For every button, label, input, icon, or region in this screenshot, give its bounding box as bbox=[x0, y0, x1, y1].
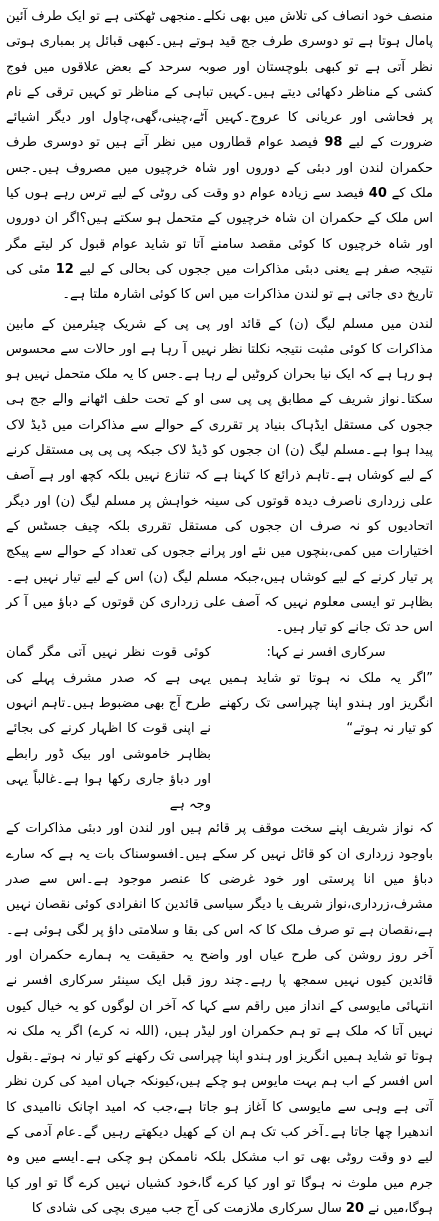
article-page bbox=[6, 4, 433, 1221]
figure-40: 40 bbox=[368, 186, 387, 202]
pull-quote-heading: سرکاری افسر نے کہا: bbox=[266, 645, 386, 661]
pull-quote bbox=[219, 640, 433, 741]
figure-20: 20 bbox=[345, 1200, 365, 1216]
paragraph-1-part-a: منصف خود انصاف کی تلاش میں بھی نکلے۔منجھی ٹھکتی ہے تو ایک طرف آئین پامال ہوتا ہے تو دوسری طرف جج قید ہوتے ہیں۔کبھی قبائل پر بمباری ہوتی نظر آتی ہے تو کبھی بلوچستان اور صوبہ سرحد کے بعض علاقوں میں فوج کشی کے مناظر دکھائی دیتے ہیں۔کہیں تباہی کے مناظر تو کہیں ترقی کے نام پر فحاشی اور عریانی کا عروج۔کہیں آٹے،چینی،گھی،چاول اور دیگر اشیائے ضرورت کے لیے bbox=[6, 9, 433, 151]
pull-quote-text: ”اگر یہ ملک نہ ہوتا تو شاید ہمیں انگریز اور ہندو اپنا چپراسی تک رکھنے کو تیار نہ ہوتے“ bbox=[219, 670, 433, 737]
paragraph-1-part-c: فیصد سے زیادہ عوام دو وقت کی روٹی کے لیے ترس رہے ہوں کیا اس ملک کے حکمران ان شاہ خرچیوں کے متحمل ہو سکتے ہیں؟اگر ان دوروں اور شاہ خرچیوں کا کوئی مقصد سامنے آتا تو شاید عوام قبول کر لیتے مگر نتیجہ صفر ہے یعنی دبئی مذاکرات میں ججوں کی بحالی کے لیے bbox=[6, 186, 433, 277]
figure-12: 12 bbox=[55, 261, 74, 277]
paragraph-2: لندن میں مسلم لیگ (ن) کے قائد اور پی پی کے شریک چیئرمین کے مابین مذاکرات کا کوئی مثبت نتیجہ نکلتا نظر نہیں آ رہا ہے اور حالات سے محسوس ہو رہا ہے کہ ایک نیا بحران کروٹیں لے رہا ہے۔جس کا یہ ملک متحمل نہیں ہو سکتا۔نواز شریف کے مطابق پی پی سی او کے تحت حلف اٹھانے والے جج ہی ججوں کی مستقل ایڈہاک بنیاد پر تقرری کے حوالے سے مذاکرات میں ڈیڈ لاک پیدا ہوا ہے۔مسلم لیگ (ن) ان ججوں کو ڈیڈ لاک جبکہ پی پی پی مستقل کرنے کے لیے کوشاں ہے۔تاہم ذرائع کا کہنا ہے کہ تنازع نہیں بلکہ کچھ اور ہے آصف علی زرداری ناصرف دیدہ قوتوں کی سینہ خواہش پر مسلم لیگ (ن) اور دیگر اتحادیوں کو نہ صرف ان ججوں کی مستقل تقرری بلکہ چیف جسٹس کے اختیارات میں کمی،بنچوں میں نئے اور پرانے ججوں کی تعداد کے حوالے سے پیکج پر تیار کرنے کے لیے کوشاں ہیں،جبکہ مسلم لیگ (ن) اس کے لیے تیار نہیں ہے۔بظاہر تو ایسی معلوم نہیں کہ آصف علی زرداری کن قوتوں کے دباؤ میں آ کر اس حد تک جانے کو تیار ہیں۔ bbox=[6, 316, 433, 636]
figure-98: 98 bbox=[324, 135, 343, 151]
pull-quote-area bbox=[6, 640, 433, 816]
paragraph-3 bbox=[6, 816, 433, 1221]
paragraph-1 bbox=[6, 4, 433, 308]
paragraph-3-text: کہ نواز شریف اپنے سخت موقف پر قائم ہیں اور لندن اور دبئی مذاکرات کے باوجود زرداری ان کو قائل نہیں کر سکے ہیں۔افسوسناک بات یہ ہے کہ سارے دباؤ میں انا پرستی اور خود غرضی کا عنصر موجود ہے۔اس سے صدر مشرف،زرداری،نواز شریف یا دیگر سیاسی قائدین کا انفرادی کوئی نقصان نہیں ہے،نقصان ہے تو صرف ملک کا کہ اس کی بقا و سلامتی داؤ پر لگی ہوئی ہے۔آخر روز روشن کی طرح عیاں اور واضح یہ حقیقت یہ ہمارے حکمران اور قائدین کیوں نہیں سمجھ پا رہے۔چند روز قبل ایک سینئر سرکاری افسر نے انتہائی مایوسی کے انداز میں راقم سے کہا کہ آخر ان لوگوں کو یہ خیال کیوں نہیں آتا کہ ملک ہے تو ہم حکمران اور لیڈر ہیں، (اللہ نہ کرے) اگر یہ ملک نہ ہوتا تو شاید ہمیں انگریز اور ہندو اپنا چپراسی تک رکھنے کو تیار نہ ہوتے۔بقول اس افسر کے اب ہم بہت مایوس ہو چکے ہیں،کیونکہ جہاں امید کی کرن نظر آتی ہے وہی سے مایوسی کا آغاز ہو جاتا ہے،جب کہ امید اچانک ناامیدی کا اندھیرا چھا جاتا ہے۔آخر کب تک ہم ان کے کھیل دیکھتے رہیں گے۔عام آدمی کے لیے دو وقت روٹی بھی تو اب مشکل بلکہ ناممکن ہو چکی ہے۔ایسے میں وہ جرم میں ملوث نہ ہوگا تو اور کیا کرے گا،خود کشیاں نہیں کرے گا تو اور کیا ہوگا،میں نے bbox=[6, 821, 433, 1216]
paragraph-1-part-d: مئی کی تاریخ دی جاتی ہے تو لندن مذاکرات میں اس کا کوئی اشارہ ملتا ہے۔ bbox=[6, 261, 433, 303]
paragraph-2-continued: کوئی قوت نظر نہیں آتی مگر گمان یہی ہے کہ صدر مشرف پہلے کی طرح آج بھی مضبوط ہیں۔تاہم انہوں نے اپنی قوت کا اظہار کرنے کی بجائے بظاہر خاموشی اور بیک ڈور رابطے اور دباؤ جاری رکھا ہوا ہے۔غالباً یہی وجہ ہے bbox=[6, 645, 211, 813]
paragraph-3-end: سال سرکاری ملازمت کی آج جب میری بچی کی شادی کا bbox=[31, 1200, 342, 1216]
paragraph-1-part-b: فیصد عوام قطاروں میں نظر آتے ہیں تو دوسری طرف حکمران لندن اور دبئی کے دوروں اور شاہ خرچیوں میں مصروف ہیں۔جس ملک کے bbox=[6, 135, 433, 202]
